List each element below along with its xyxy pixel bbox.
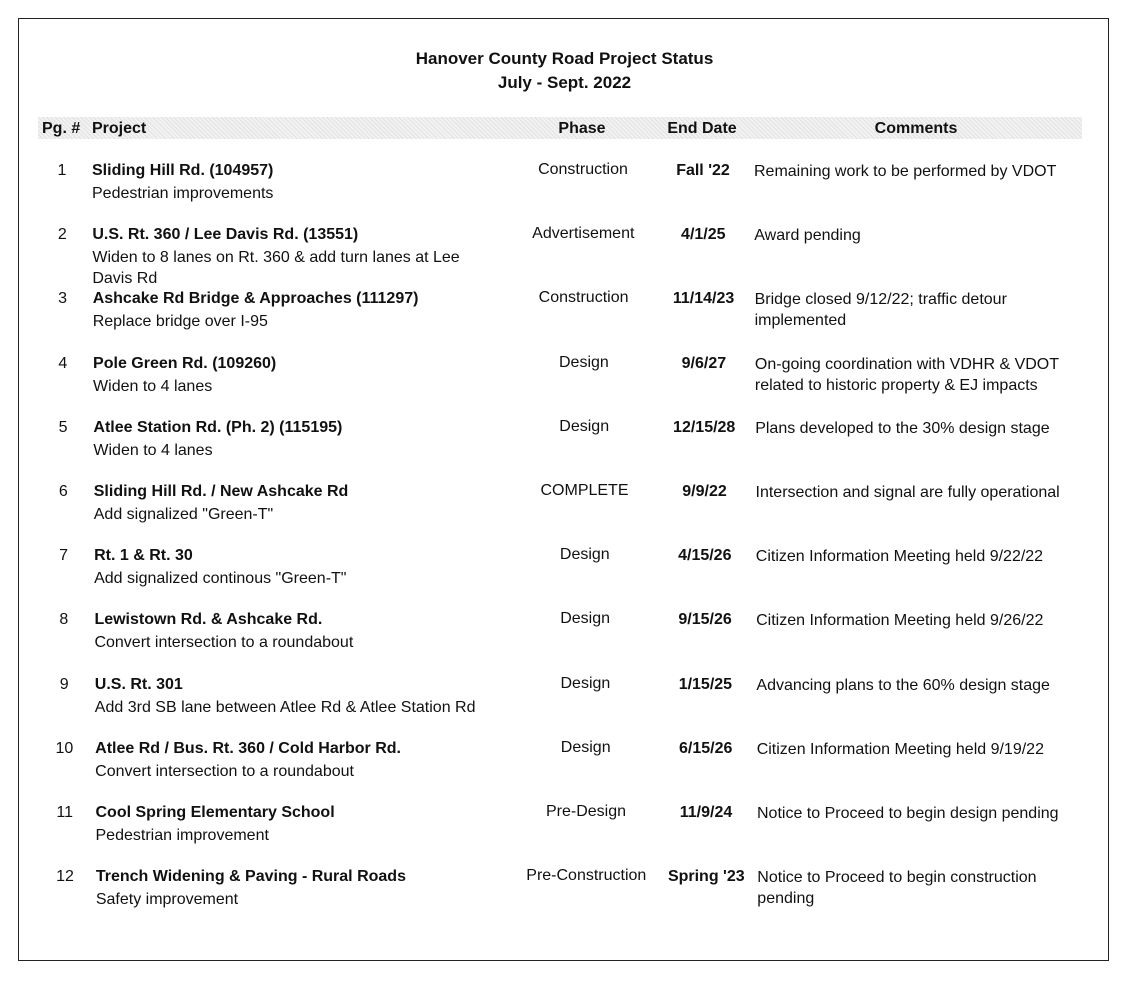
- row-phase: Design: [558, 353, 609, 371]
- row-page-number: 10: [55, 739, 74, 757]
- row-project-description: Convert intersection to a roundabout: [94, 634, 354, 652]
- row-end-date: 11/14/23: [672, 290, 735, 308]
- row-end-date: 9/9/22: [682, 483, 727, 500]
- row-project-name: Atlee Station Rd. (Ph. 2) (115195): [93, 418, 343, 436]
- row-comments: Award pending: [754, 227, 861, 245]
- row-project-name: Pole Green Rd. (109260): [93, 354, 277, 372]
- row-project-name: Cool Spring Elementary School: [95, 804, 335, 821]
- row-comments: Notice to Proceed to begin construction pending: [757, 869, 1037, 908]
- row-project-description: Widen to 4 lanes: [93, 441, 213, 459]
- row-project-description: Safety improvement: [95, 891, 239, 909]
- row-page-number: 4: [58, 354, 68, 372]
- row-page-number: 9: [59, 675, 69, 693]
- row-comments: Remaining work to be performed by VDOT: [754, 163, 1057, 180]
- row-comments: On-going coordination with VDHR & VDOT related to historic property & EJ impacts: [754, 355, 1059, 394]
- row-end-date: 6/15/26: [678, 739, 733, 757]
- row-page-number: 7: [59, 547, 69, 565]
- row-page-number: 11: [56, 804, 73, 821]
- column-header-phase: Phase: [558, 120, 606, 137]
- row-page-number: 3: [58, 290, 67, 308]
- row-project-name: Atlee Rd / Bus. Rt. 360 / Cold Harbor Rd.: [95, 739, 401, 757]
- row-project-name: U.S. Rt. 360 / Lee Davis Rd. (13551): [92, 226, 359, 244]
- row-comments: Advancing plans to the 60% design stage: [756, 676, 1050, 694]
- column-header-end-date: End Date: [667, 120, 737, 137]
- row-page-number: 5: [58, 418, 68, 436]
- row-phase: Design: [559, 417, 610, 435]
- row-project-name: Lewistown Rd. & Ashcake Rd.: [94, 611, 323, 629]
- row-end-date: 4/1/25: [681, 226, 726, 244]
- row-end-date: 11/9/24: [679, 804, 733, 821]
- row-comments: Plans developed to the 30% design stage: [755, 419, 1050, 437]
- row-page-number: 8: [59, 611, 69, 629]
- row-project-description: Pedestrian improvements: [92, 185, 274, 202]
- row-end-date: 4/15/26: [678, 547, 732, 565]
- row-project-name: Trench Widening & Paving - Rural Roads: [95, 868, 406, 886]
- row-phase: Design: [560, 674, 611, 692]
- row-project-description: Pedestrian improvement: [95, 827, 269, 844]
- document-title: Hanover County Road Project Status: [415, 49, 714, 68]
- row-comments: Citizen Information Meeting held 9/22/22: [755, 548, 1044, 566]
- row-end-date: 9/15/26: [678, 611, 732, 629]
- row-page-number: 12: [56, 868, 74, 886]
- row-end-date: Spring '23: [667, 868, 745, 886]
- row-page-number: 2: [57, 226, 67, 244]
- row-phase: Design: [560, 738, 611, 756]
- row-project-name: Ashcake Rd Bridge & Approaches (111297): [92, 290, 419, 308]
- row-page-number: 1: [57, 162, 67, 179]
- row-end-date: 12/15/28: [673, 418, 736, 436]
- column-header-page: Pg. #: [42, 120, 81, 137]
- row-comments: Notice to Proceed to begin design pending: [757, 805, 1059, 822]
- row-project-description: Replace bridge over I-95: [92, 313, 268, 331]
- row-phase: Construction: [538, 289, 629, 307]
- row-comments: Intersection and signal are fully operational: [755, 484, 1060, 501]
- row-project-description: Add signalized continous "Green-T": [94, 570, 347, 588]
- row-phase: Construction: [538, 161, 628, 178]
- row-project-name: Sliding Hill Rd. / New Ashcake Rd: [93, 483, 349, 500]
- row-project-description: Add 3rd SB lane between Atlee Rd & Atlee Station Rd: [94, 698, 476, 716]
- row-phase: Design: [560, 610, 610, 628]
- row-project-description: Add signalized "Green-T": [93, 506, 274, 523]
- column-header-project: Project: [92, 120, 147, 137]
- row-end-date: Fall '22: [676, 162, 730, 179]
- row-phase: Advertisement: [532, 225, 635, 243]
- row-phase: COMPLETE: [540, 482, 629, 499]
- row-page-number: 6: [58, 483, 68, 500]
- row-project-name: Rt. 1 & Rt. 30: [94, 547, 193, 565]
- column-header-comments: Comments: [874, 120, 958, 137]
- row-comments: Citizen Information Meeting held 9/19/22: [756, 740, 1044, 758]
- row-phase: Pre-Design: [545, 803, 627, 820]
- row-project-name: Sliding Hill Rd. (104957): [92, 162, 274, 179]
- row-project-name: U.S. Rt. 301: [94, 675, 183, 693]
- document-subtitle: July - Sept. 2022: [497, 73, 632, 92]
- row-comments: Citizen Information Meeting held 9/26/22: [756, 612, 1044, 630]
- row-end-date: 9/6/27: [681, 354, 727, 372]
- row-phase: Design: [559, 546, 610, 564]
- row-project-description: Widen to 4 lanes: [93, 377, 213, 395]
- row-phase: Pre-Construction: [526, 867, 647, 885]
- row-comments: Bridge closed 9/12/22; traffic detour implemented: [754, 291, 1007, 330]
- row-project-description: Widen to 8 lanes on Rt. 360 & add turn lanes at Lee Davis Rd: [92, 249, 460, 288]
- row-project-description: Convert intersection to a roundabout: [95, 762, 354, 780]
- row-end-date: 1/15/25: [678, 675, 733, 693]
